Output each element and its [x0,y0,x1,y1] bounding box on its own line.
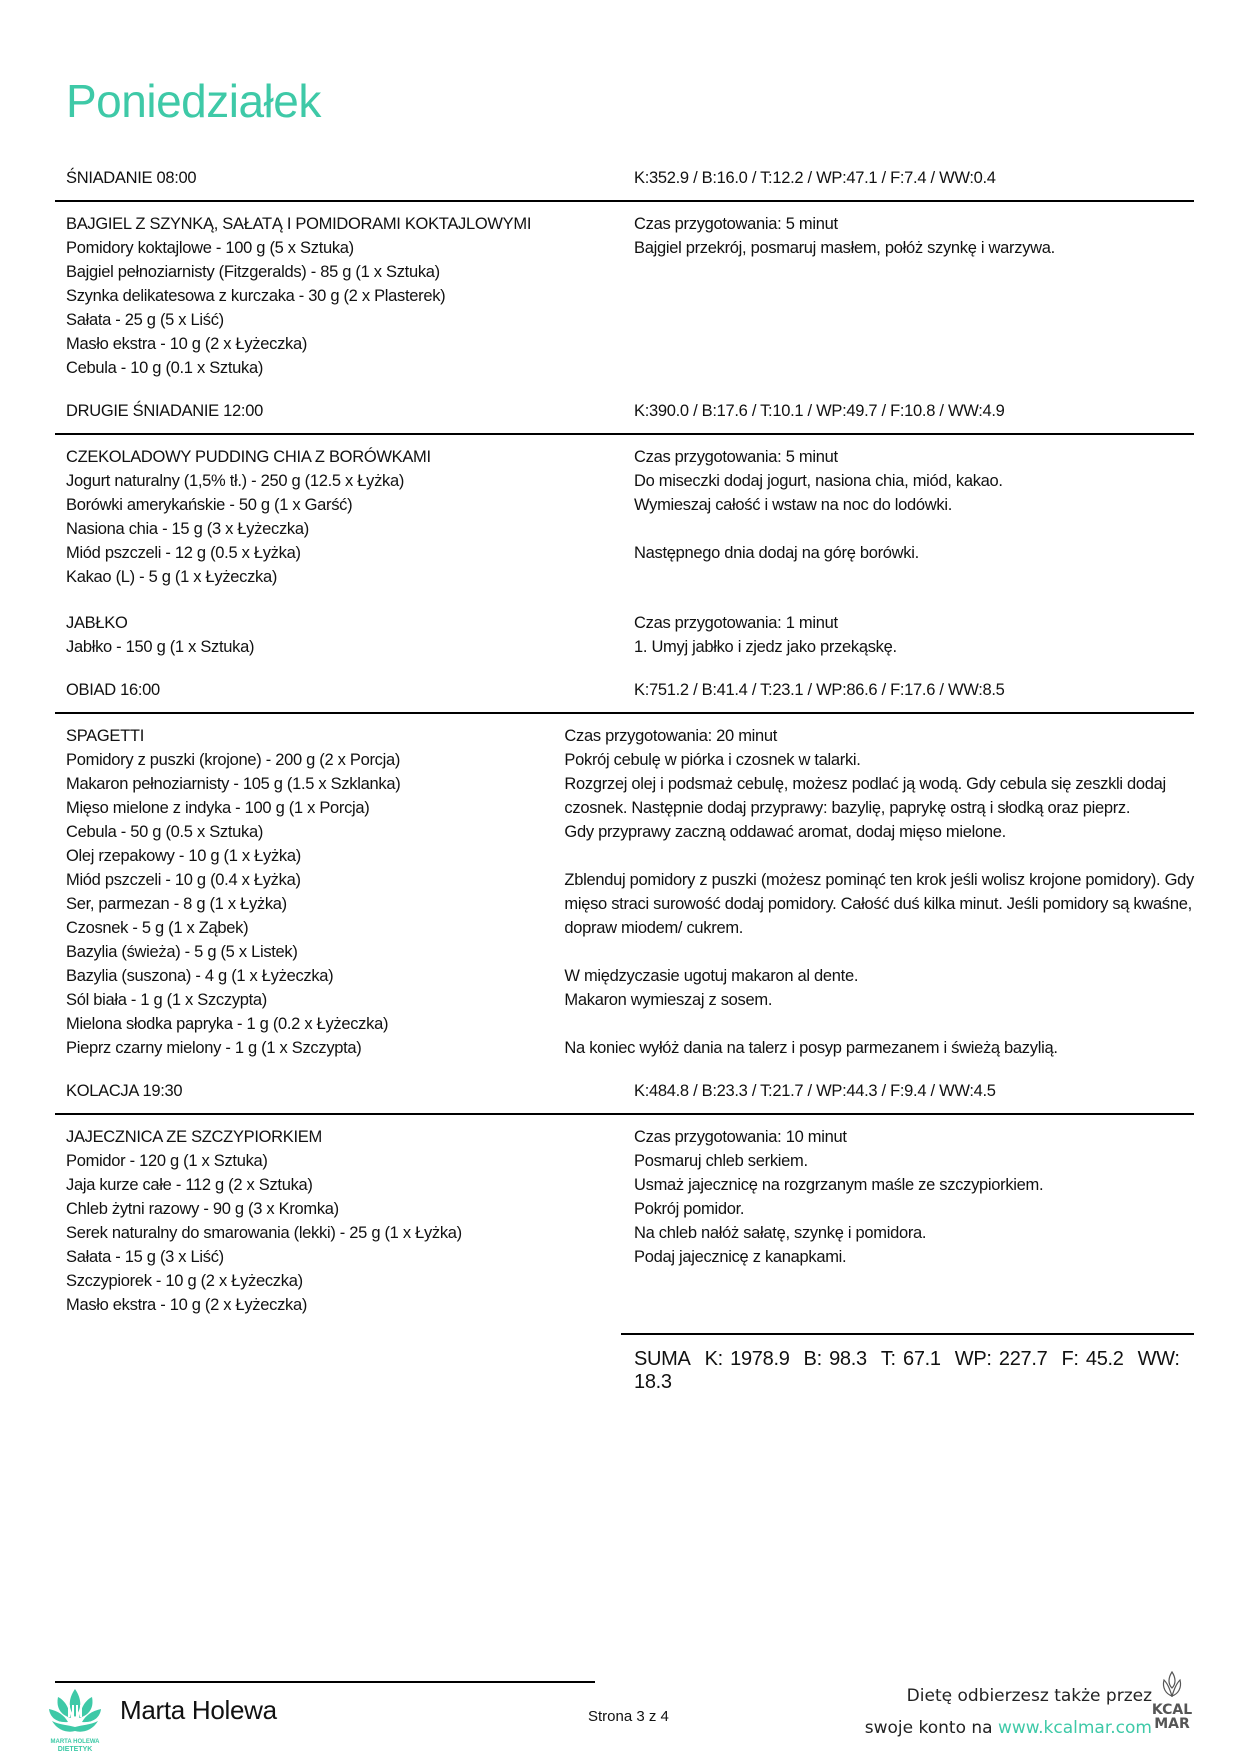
ingredient-list [55,212,621,380]
author-name: Marta Holewa [120,1695,277,1725]
ingredient-item: Miód pszczeli - 10 g (0.4 x Łyżka) [66,871,301,889]
prep-step: 1. Umyj jabłko i zjedz jako przekąskę. [634,638,897,656]
ingredient-item: Ser, parmezan - 8 g (1 x Łyżka) [66,895,287,913]
ingredient-item: Nasiona chia - 15 g (3 x Łyżeczka) [66,520,309,538]
meal-name: DRUGIE ŚNIADANIE 12:00 [66,402,263,420]
promo-line-2 [865,1712,1152,1744]
prep-step: Pokrój pomidor. [634,1200,745,1218]
meal-name: KOLACJA 19:30 [66,1082,183,1100]
prep-step: Pokrój cebulę w piórka i czosnek w talarki. [564,751,861,769]
recipe [55,202,1194,380]
prep-step [564,1012,1194,1036]
prep-step: Do miseczki dodaj jogurt, nasiona chia, miód, kakao. [634,472,1003,490]
meal-plan [55,160,1194,1394]
ingredient-item: Bazylia (suszona) - 4 g (1 x Łyżeczka) [66,967,334,985]
ingredient-item: Szczypiorek - 10 g (2 x Łyżeczka) [66,1272,303,1290]
meal-name-cell [55,399,621,423]
meal-macros-cell [621,166,1194,190]
ingredient-item: Makaron pełnoziarnisty - 105 g (1.5 x Szklanka) [66,775,401,793]
ingredient-item: Pomidor - 120 g (1 x Sztuka) [66,1152,268,1170]
prep-step: mięso straci surowość dodaj pomidory. Całość duś kilka minut. Jeśli pomidory są kwaśne, [564,895,1192,913]
ingredient-item: Szynka delikatesowa z kurczaka - 30 g (2 x Plasterek) [66,287,446,305]
promo-line-2-prefix: swoje konto na [864,1718,998,1738]
prep-step: Usmaż jajecznicę na rozgrzanym maśle ze szczypiorkiem. [634,1176,1044,1194]
kcalmar-logo-icon [1150,1670,1194,1732]
prep-time: Czas przygotowania: 1 minut [634,614,838,632]
ingredient-item: Pieprz czarny mielony - 1 g (1 x Szczypta) [66,1039,362,1057]
prep-step: Następnego dnia dodaj na górę borówki. [634,544,919,562]
ingredient-item: Jaja kurze całe - 112 g (2 x Sztuka) [66,1176,313,1194]
ingredient-item: Masło ekstra - 10 g (2 x Łyżeczka) [66,335,308,353]
prep-time: Czas przygotowania: 5 minut [634,448,838,466]
ingredient-item: Cebula - 50 g (0.5 x Sztuka) [66,823,264,841]
meal-header [55,1073,1194,1115]
daily-summary [634,1348,1194,1394]
meal-name-cell [55,678,621,702]
meal-macros-cell [621,1079,1194,1103]
kcal-logo-bottom: MAR [1154,1716,1190,1732]
ingredient-item: Mielona słodka papryka - 1 g (0.2 x Łyżeczka) [66,1015,389,1033]
ingredient-item: Bazylia (świeża) - 5 g (5 x Listek) [66,943,298,961]
prep-step: W międzyczasie ugotuj makaron al dente. [564,967,859,985]
prep-step: Wymieszaj całość i wstaw na noc do lodówki. [634,496,952,514]
recipe [55,714,1194,1060]
meal-macros: K:390.0 / B:17.6 / T:10.1 / WP:49.7 / F:10.8 / WW:4.9 [634,402,1005,420]
recipe-title: CZEKOLADOWY PUDDING CHIA Z BORÓWKAMI [66,448,431,466]
meal-header [55,160,1194,202]
meal-macros: K:751.2 / B:41.4 / T:23.1 / WP:86.6 / F:17.6 / WW:8.5 [634,681,1005,699]
summary-b: B: 98.3 [803,1348,867,1370]
recipe [55,435,1194,589]
ingredient-item: Masło ekstra - 10 g (2 x Łyżeczka) [66,1296,308,1314]
prep-time: Czas przygotowania: 20 minut [564,727,778,745]
kcalmar-link[interactable]: www.kcalmar.com [997,1718,1152,1738]
meal-name: ŚNIADANIE 08:00 [66,169,197,187]
promo-text [865,1680,1152,1744]
ingredient-item: Pomidory koktajlowe - 100 g (5 x Sztuka) [66,239,354,257]
prep-step: dopraw miodem/ cukrem. [564,919,744,937]
summary-t: T: 67.1 [880,1348,941,1370]
meal-macros-cell [621,678,1194,702]
summary-ww: WW: 18.3 [634,1348,1180,1393]
ingredient-item: Borówki amerykańskie - 50 g (1 x Garść) [66,496,353,514]
ingredient-item: Sałata - 25 g (5 x Liść) [66,311,224,329]
prep-step [634,517,1194,541]
ingredient-item: Chleb żytni razowy - 90 g (3 x Kromka) [66,1200,339,1218]
summary-f: F: 45.2 [1061,1348,1124,1370]
ingredient-item: Serek naturalny do smarowania (lekki) - 25 g (1 x Łyżka) [66,1224,462,1242]
recipe [55,1115,1194,1317]
recipe-title: SPAGETTI [66,727,144,745]
prep-step: Posmaruj chleb serkiem. [634,1152,808,1170]
preparation-steps [551,724,1194,1060]
ingredient-list [55,724,551,1060]
kcal-logo-top: KCAL [1151,1702,1193,1718]
recipe-title: JABŁKO [66,614,128,632]
meal-name-cell [55,1079,621,1103]
ingredient-item: Sól biała - 1 g (1 x Szczypta) [66,991,268,1009]
prep-step [564,844,1194,868]
prep-step: Rozgrzej olej i podsmaż cebulę, możesz podlać ją wodą. Gdy cebula się zeszkli dodaj [564,775,1166,793]
page-number: Strona 3 z 4 [588,1708,669,1725]
ingredient-item: Pomidory z puszki (krojone) - 200 g (2 x Porcja) [66,751,401,769]
logo-text-top: MARTA HOLEWA [50,1739,100,1745]
ingredient-list [55,445,621,589]
summary-section [621,1333,1194,1394]
ingredient-item: Czosnek - 5 g (1 x Ząbek) [66,919,249,937]
page-title: Poniedziałek [66,75,321,127]
prep-step: czosnek. Następnie dodaj przyprawy: bazylię, paprykę ostrą i słodką oraz pieprz. [564,799,1131,817]
prep-step: Na chleb nałóż sałatę, szynkę i pomidora. [634,1224,927,1242]
recipe-title: JAJECZNICA ZE SZCZYPIORKIEM [66,1128,322,1146]
ingredient-item: Sałata - 15 g (3 x Liść) [66,1248,224,1266]
summary-wp: WP: 227.7 [954,1348,1048,1370]
preparation-steps [621,611,1194,659]
meal-name-cell [55,166,621,190]
ingredient-item: Cebula - 10 g (0.1 x Sztuka) [66,359,264,377]
ingredient-item: Miód pszczeli - 12 g (0.5 x Łyżka) [66,544,301,562]
prep-time: Czas przygotowania: 5 minut [634,215,838,233]
prep-step [564,940,1194,964]
dietitian-logo-icon [44,1685,106,1755]
prep-time: Czas przygotowania: 10 minut [634,1128,847,1146]
prep-step: Zblenduj pomidory z puszki (możesz pominąć ten krok jeśli wolisz krojone pomidory). Gdy [564,871,1194,889]
ingredient-item: Kakao (L) - 5 g (1 x Łyżeczka) [66,568,278,586]
meal-spacer [55,659,1194,672]
meal-macros-cell [621,399,1194,423]
meal-macros: K:352.9 / B:16.0 / T:12.2 / WP:47.1 / F:7.4 / WW:0.4 [634,169,996,187]
recipe [55,601,1194,659]
meal-header [55,393,1194,435]
logo-text-bottom: DIETETYK [57,1746,93,1753]
ingredient-item: Mięso mielone z indyka - 100 g (1 x Porcja) [66,799,370,817]
meal-macros: K:484.8 / B:23.3 / T:21.7 / WP:44.3 / F:9.4 / WW:4.5 [634,1082,996,1100]
prep-step: Makaron wymieszaj z sosem. [564,991,773,1009]
ingredient-list [55,611,621,659]
recipe-title: BAJGIEL Z SZYNKĄ, SAŁATĄ I POMIDORAMI KOKTAJLOWYMI [66,215,532,233]
summary-label: SUMA [634,1348,691,1370]
prep-step: Podaj jajecznicę z kanapkami. [634,1248,847,1266]
preparation-steps [621,212,1194,380]
meal-spacer [55,1060,1194,1073]
prep-step: Gdy przyprawy zaczną oddawać aromat, dodaj mięso mielone. [564,823,1006,841]
prep-step: Na koniec wyłóż dania na talerz i posyp parmezanem i świeżą bazylią. [564,1039,1058,1057]
meal-spacer [55,380,1194,393]
ingredient-item: Olej rzepakowy - 10 g (1 x Łyżka) [66,847,301,865]
promo-line-1: Dietę odbierzesz także przez [906,1686,1152,1706]
meal-header [55,672,1194,714]
preparation-steps [621,445,1194,589]
summary-k: K: 1978.9 [704,1348,790,1370]
prep-step: Bajgiel przekrój, posmaruj masłem, połóż szynkę i warzywa. [634,239,1055,257]
ingredient-item: Jabłko - 150 g (1 x Sztuka) [66,638,255,656]
ingredient-list [55,1125,621,1317]
ingredient-item: Jogurt naturalny (1,5% tł.) - 250 g (12.5 x Łyżka) [66,472,405,490]
footer-divider [55,1681,595,1683]
recipe-spacer [55,589,1194,601]
meal-name: OBIAD 16:00 [66,681,160,699]
ingredient-item: Bajgiel pełnoziarnisty (Fitzgeralds) - 85 g (1 x Sztuka) [66,263,440,281]
preparation-steps [621,1125,1194,1317]
